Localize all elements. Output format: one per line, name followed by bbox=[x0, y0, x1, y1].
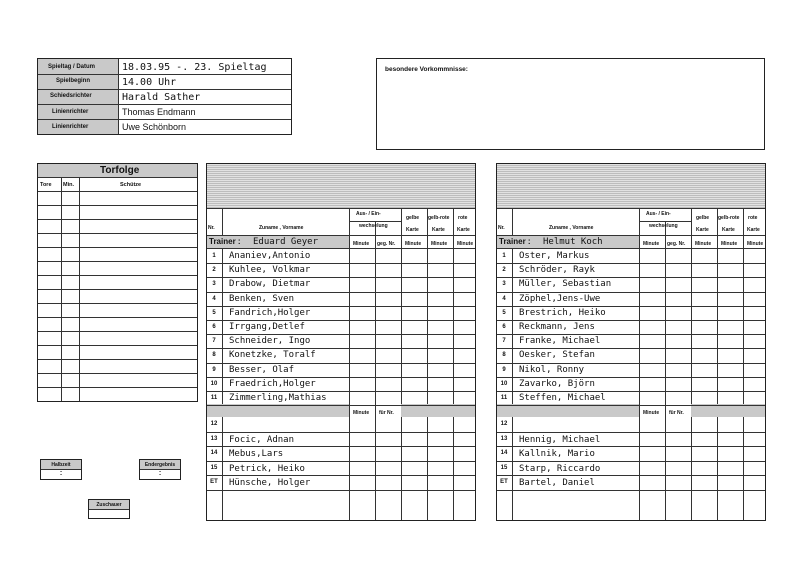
final-score-value: : bbox=[158, 470, 162, 477]
trainer-name-right: Helmut Koch bbox=[543, 237, 603, 247]
player-number: 10 bbox=[500, 380, 508, 387]
player-name: Besser, Olaf bbox=[229, 364, 295, 375]
goal-sequence-title: Torfolge bbox=[100, 165, 140, 176]
minute-header-4: Minute bbox=[747, 241, 764, 247]
nr-header: Nr. bbox=[208, 225, 215, 231]
red-header: rote bbox=[748, 215, 758, 221]
player-name: Benken, Sven bbox=[229, 293, 295, 304]
card-header-2: Karte bbox=[722, 227, 735, 233]
name-header: Zuname , Vorname bbox=[259, 225, 304, 231]
player-name: Nikol, Ronny bbox=[519, 364, 585, 375]
sub-number: 13 bbox=[210, 435, 218, 442]
player-name: Zavarko, Björn bbox=[519, 378, 595, 389]
attendance-box bbox=[88, 499, 130, 519]
kickoff-value: 14.00 Uhr bbox=[122, 77, 177, 88]
linesman-2-label: Linienrichter bbox=[52, 124, 89, 130]
player-number: 1 bbox=[502, 253, 506, 259]
halftime-label: Halbzeit bbox=[51, 462, 71, 468]
minute-col-header: Min. bbox=[63, 182, 74, 188]
attendance-label: Zuschauer bbox=[96, 502, 122, 508]
minute-header: Minute bbox=[643, 241, 660, 247]
trainer-name-left: Eduard Geyer bbox=[253, 237, 319, 247]
player-name: Franke, Michael bbox=[519, 336, 601, 347]
player-number: 9 bbox=[502, 366, 506, 373]
sub-name: Kallnik, Mario bbox=[519, 449, 595, 459]
referee-label: Schiedsrichter bbox=[50, 93, 92, 99]
sub-header: Aus- / Ein- bbox=[646, 211, 671, 217]
sub-number: 13 bbox=[500, 435, 508, 442]
player-name: Müller, Sebastian bbox=[519, 279, 612, 290]
linesman-1-value: Thomas Endmann bbox=[122, 107, 196, 117]
opp-nr-header: geg. Nr. bbox=[667, 241, 686, 247]
player-number: 1 bbox=[212, 253, 216, 259]
referee-value: Harald Sather bbox=[122, 92, 201, 103]
player-number: 10 bbox=[210, 380, 218, 387]
player-name: Irrgang,Detlef bbox=[229, 322, 305, 332]
sub-number: 12 bbox=[500, 421, 508, 427]
player-number: 7 bbox=[212, 338, 216, 345]
sub-number: 12 bbox=[210, 421, 218, 427]
player-number: 2 bbox=[502, 267, 506, 274]
minute-header-4: Minute bbox=[457, 241, 474, 247]
trainer-label-left: Trainer : bbox=[209, 237, 241, 246]
linesman-2-value: Uwe Schönborn bbox=[122, 122, 187, 132]
player-number: 6 bbox=[502, 324, 506, 330]
remarks-box bbox=[376, 58, 765, 150]
player-number: 3 bbox=[502, 281, 506, 288]
player-number: 9 bbox=[212, 366, 216, 373]
player-number: 2 bbox=[212, 267, 216, 274]
sub-number: 14 bbox=[500, 450, 508, 456]
card-header-1: Karte bbox=[696, 227, 709, 233]
sub-name: Hünsche, Holger bbox=[229, 478, 311, 488]
linesman-1-label: Linienrichter bbox=[52, 109, 89, 115]
player-name: Fandrich,Holger bbox=[229, 307, 311, 318]
player-number: 11 bbox=[500, 395, 508, 401]
matchday-value: 18.03.95 -. 23. Spieltag bbox=[122, 62, 267, 73]
halftime-box bbox=[40, 459, 82, 480]
card-header-3: Karte bbox=[457, 227, 470, 233]
player-name: Drabow, Dietmar bbox=[229, 279, 311, 290]
sub-name: Petrick, Heiko bbox=[229, 463, 305, 474]
player-number: 11 bbox=[210, 395, 218, 401]
player-name: Schneider, Ingo bbox=[229, 336, 311, 347]
sub-minute-header: Minute bbox=[353, 410, 370, 416]
player-name: Ananiev,Antonio bbox=[229, 251, 311, 261]
sub-name: Starp, Riccardo bbox=[519, 463, 601, 474]
sub-header-2: wechselung bbox=[649, 223, 678, 229]
sub-number: 14 bbox=[210, 450, 218, 456]
player-name: Zöphel,Jens-Uwe bbox=[519, 293, 601, 304]
yellow-red-header: gelb-rote bbox=[428, 215, 450, 221]
player-number: 6 bbox=[212, 324, 216, 330]
kickoff-label: Spielbeginn bbox=[56, 78, 91, 84]
player-name: Oster, Markus bbox=[519, 251, 590, 261]
minute-header-2: Minute bbox=[695, 241, 712, 247]
player-number: 5 bbox=[502, 309, 506, 316]
player-name: Fraedrich,Holger bbox=[229, 378, 316, 389]
player-name: Reckmann, Jens bbox=[519, 322, 595, 332]
sub-header-2: wechselung bbox=[359, 223, 388, 229]
opp-nr-header: geg. Nr. bbox=[377, 241, 396, 247]
player-name: Zimmerling,Mathias bbox=[229, 393, 327, 403]
final-score-box bbox=[139, 459, 181, 480]
team-sheet-left bbox=[206, 163, 476, 521]
sub-name: Mebus,Lars bbox=[229, 449, 284, 459]
player-number: 8 bbox=[212, 352, 216, 359]
player-number: 4 bbox=[502, 295, 506, 302]
team-sheet-right bbox=[496, 163, 766, 521]
sub-name: Hennig, Michael bbox=[519, 434, 601, 445]
yellow-red-header: gelb-rote bbox=[718, 215, 740, 221]
sub-number: 15 bbox=[210, 464, 218, 471]
player-name: Schröder, Rayk bbox=[519, 265, 595, 276]
player-number: 7 bbox=[502, 338, 506, 345]
red-header: rote bbox=[458, 215, 468, 221]
yellow-header: gelbe bbox=[406, 215, 420, 221]
player-name: Kuhlee, Volkmar bbox=[229, 265, 311, 276]
remarks-label: besondere Vorkommnisse: bbox=[385, 66, 468, 73]
sub-number: ET bbox=[500, 479, 508, 485]
minute-header-3: Minute bbox=[721, 241, 738, 247]
scorer-col-header: Schütze bbox=[120, 182, 142, 188]
matchday-label: Spieltag / Datum bbox=[48, 64, 96, 70]
match-info-box bbox=[37, 58, 292, 135]
sub-number: ET bbox=[210, 479, 218, 485]
player-number: 4 bbox=[212, 295, 216, 302]
trainer-label-right: Trainer : bbox=[499, 237, 531, 246]
player-name: Steffen, Michael bbox=[519, 393, 606, 403]
yellow-header: gelbe bbox=[696, 215, 710, 221]
player-number: 8 bbox=[502, 352, 506, 359]
sub-number: 15 bbox=[500, 464, 508, 471]
player-number: 3 bbox=[212, 281, 216, 288]
card-header-2: Karte bbox=[432, 227, 445, 233]
sub-name: Bartel, Daniel bbox=[519, 478, 595, 488]
sub-name: Focic, Adnan bbox=[229, 434, 295, 445]
for-nr-header: für Nr. bbox=[379, 410, 394, 416]
minute-header-2: Minute bbox=[405, 241, 422, 247]
card-header-1: Karte bbox=[406, 227, 419, 233]
sub-header: Aus- / Ein- bbox=[356, 211, 381, 217]
minute-header-3: Minute bbox=[431, 241, 448, 247]
name-header: Zuname , Vorname bbox=[549, 225, 594, 231]
nr-header: Nr. bbox=[498, 225, 505, 231]
minute-header: Minute bbox=[353, 241, 370, 247]
player-name: Brestrich, Heiko bbox=[519, 307, 606, 318]
goals-col-header: Tore bbox=[40, 182, 52, 188]
player-name: Konetzke, Toralf bbox=[229, 350, 316, 361]
player-name: Oesker, Stefan bbox=[519, 350, 595, 361]
goal-sequence-table bbox=[37, 163, 198, 402]
final-score-label: Endergebnis bbox=[144, 462, 176, 468]
sub-minute-header: Minute bbox=[643, 410, 660, 416]
card-header-3: Karte bbox=[747, 227, 760, 233]
for-nr-header: für Nr. bbox=[669, 410, 684, 416]
player-number: 5 bbox=[212, 309, 216, 316]
halftime-score: : bbox=[59, 470, 63, 477]
